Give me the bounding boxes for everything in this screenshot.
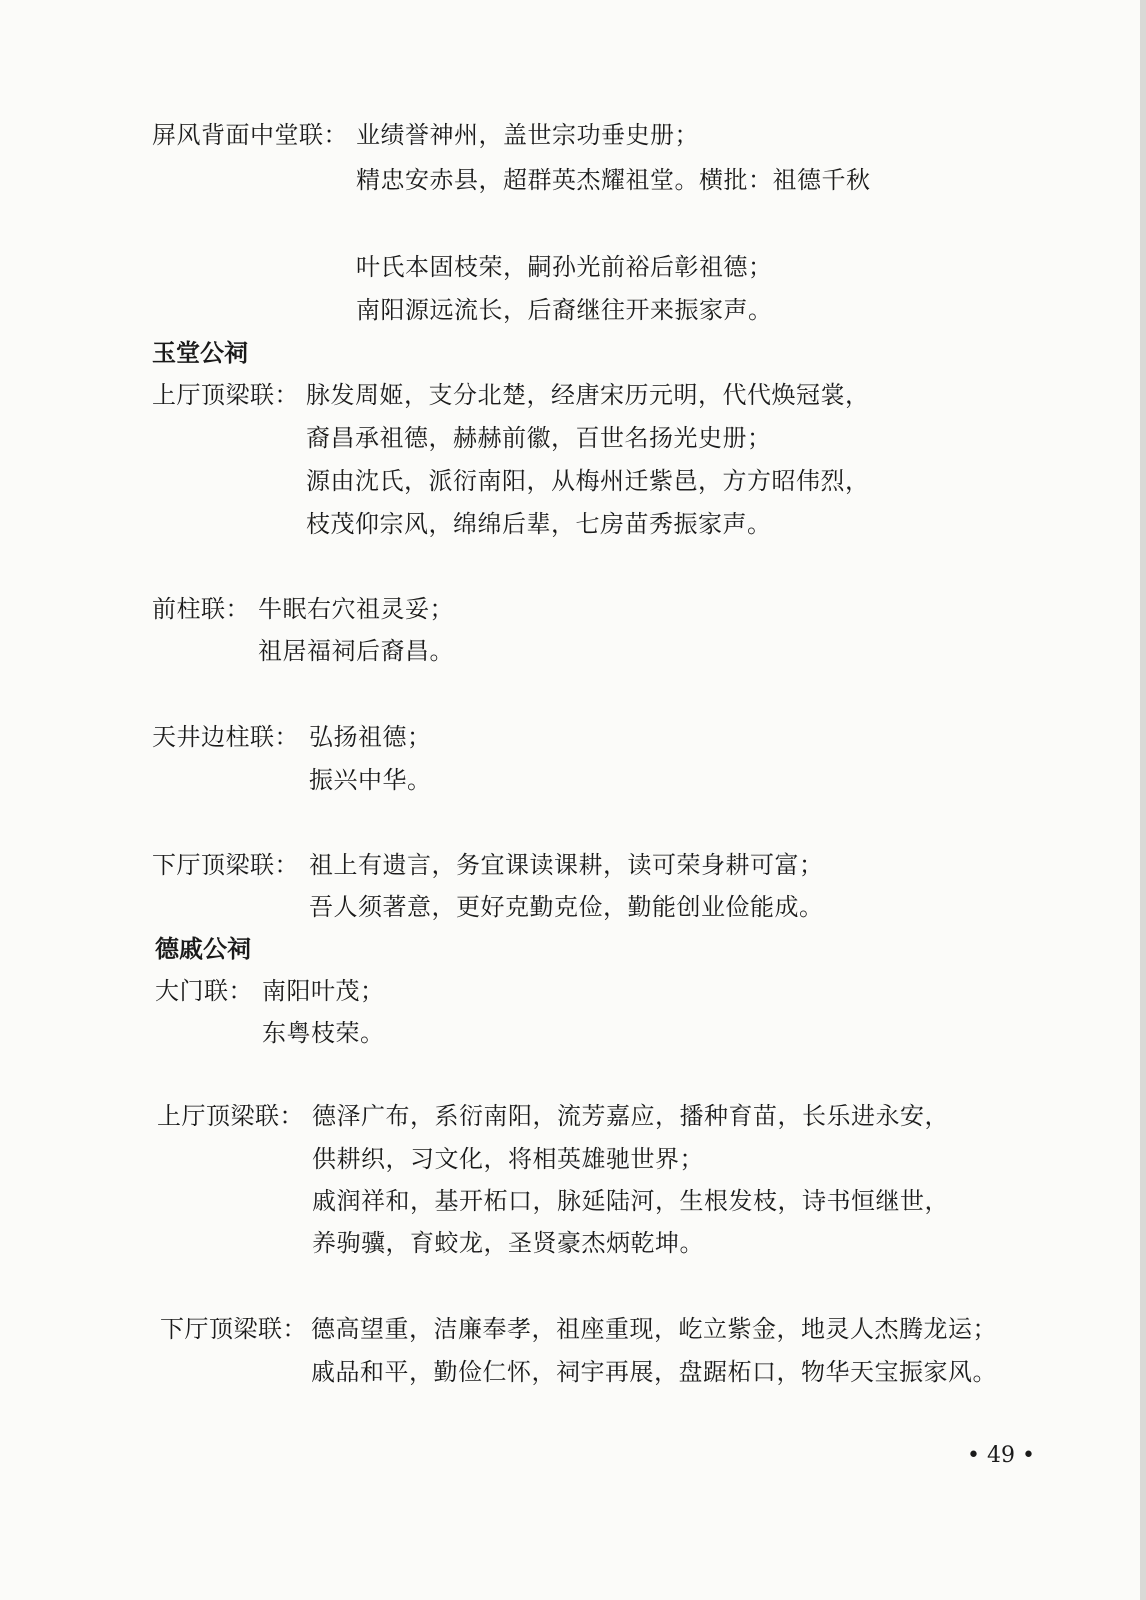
couplet-line: 供耕织，习文化，将相英雄驰世界； — [312, 1145, 704, 1173]
couplet-line: 南阳源远流长，后裔继往开来振家声。 — [356, 296, 773, 324]
couplet-label: 前柱联： — [152, 595, 250, 623]
couplet-line: 叶氏本固枝荣，嗣孙光前裕后彰祖德； — [356, 253, 773, 281]
couplet-line: 源由沈氏，派衍南阳，从梅州迁紫邑，方方昭伟烈， — [306, 467, 870, 495]
couplet-label: 天井边柱联： — [152, 723, 299, 751]
couplet-line: 祖居福祠后裔昌。 — [258, 637, 454, 665]
couplet-line: 德泽广布，系衍南阳，流芳嘉应，播种育苗，长乐进永安， — [312, 1102, 949, 1130]
couplet-line: 养驹骥，育蛟龙，圣贤豪杰炳乾坤。 — [312, 1229, 704, 1257]
couplet-line: 裔昌承祖德，赫赫前徽，百世名扬光史册； — [306, 424, 772, 452]
couplet-line: 牛眠右穴祖灵妥； — [258, 595, 454, 623]
couplet-line: 枝茂仰宗风，绵绵后辈，七房苗秀振家声。 — [306, 510, 772, 538]
couplet-line: 振兴中华。 — [309, 766, 432, 794]
couplet-line: 脉发周姬，支分北楚，经唐宋历元明，代代焕冠裳， — [306, 381, 870, 409]
couplet-label: 下厅顶梁联： — [152, 851, 299, 879]
couplet-line: 南阳叶茂； — [262, 977, 385, 1005]
couplet-line: 吾人须著意，更好克勤克俭，勤能创业俭能成。 — [309, 893, 824, 921]
couplet-line: 戚品和平，勤俭仁怀，祠宇再展，盘踞柘口，物华天宝振家风。 — [311, 1358, 997, 1386]
couplet-label: 下厅顶梁联： — [160, 1315, 307, 1343]
couplet-line: 戚润祥和，基开柘口，脉延陆河，生根发枝，诗书恒继世， — [312, 1187, 949, 1215]
section-heading: 玉堂公祠 — [152, 338, 248, 367]
couplet-line: 东粤枝荣。 — [262, 1019, 385, 1047]
couplet-line: 精忠安赤县，超群英杰耀祖堂。横批：祖德千秋 — [356, 166, 871, 194]
couplet-label: 上厅顶梁联： — [157, 1102, 304, 1130]
couplet-label: 大门联： — [155, 977, 253, 1005]
section-heading: 德戚公祠 — [155, 934, 251, 963]
couplet-label: 屏风背面中堂联： — [152, 121, 348, 149]
couplet-label: 上厅顶梁联： — [152, 381, 299, 409]
couplet-line: 弘扬祖德； — [309, 723, 432, 751]
page-edge — [1140, 0, 1146, 1600]
couplet-line: 德高望重，洁廉奉孝，祖座重现，屹立紫金，地灵人杰腾龙运； — [311, 1315, 997, 1343]
page-number: • 49 • — [967, 1443, 1035, 1468]
couplet-line: 业绩誉神州，盖世宗功垂史册； — [356, 121, 699, 149]
couplet-line: 祖上有遗言，务宜课读课耕，读可荣身耕可富； — [309, 851, 824, 879]
